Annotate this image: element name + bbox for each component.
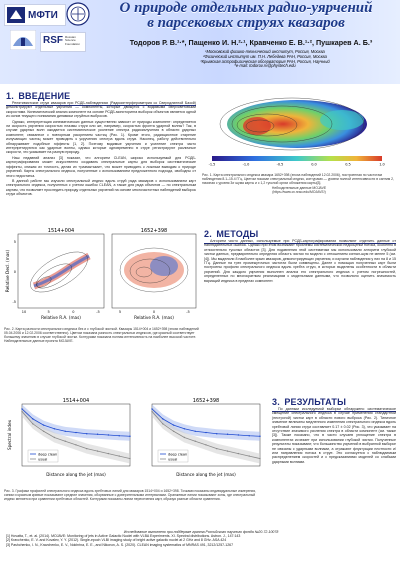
fig3-right-title: 1652+398	[192, 398, 220, 404]
usual-point	[43, 431, 44, 432]
usual-point	[195, 441, 196, 442]
section-methods-body	[204, 239, 396, 283]
figure-1-caption: Рис. 1. Карта спектрального индекса квазара 1652+398 (эпоха наблюдений 12.02.2006), построенная по частотам наблюдения 8.1–15.4 ГГц. Цветом показан спектральный индекс, контурами — уровни полной интенсивности в сантим 2, начиная с уровня 3σ шума карты и с 1,2 тусклой оргии обложения карты[3].	[202, 173, 395, 186]
title-line-2: в парсековых струях квазаров	[147, 15, 345, 31]
fig2-right-title: 1652+398	[140, 228, 168, 234]
fig2-xlabel-right: Relative R.A. (mas)	[134, 315, 174, 320]
affiliation-2: ²Физический институт им. П.Н. Лебедева РАН, Россия, Москва	[203, 53, 327, 59]
deep-clean-point	[43, 424, 44, 425]
spectral-index-profiles	[4, 394, 266, 484]
figure-2	[4, 226, 200, 344]
fig2-right-xtick: -5	[186, 310, 190, 314]
section-number: 2.	[204, 229, 212, 239]
deep-clean-point	[216, 433, 217, 434]
deep-clean-point	[205, 432, 206, 433]
fig2-ytick: 0	[13, 270, 16, 275]
data-source-link[interactable]: Небходительные данные MOJAVE (https://www.cv.nrao.edu/MOJAVE/)	[271, 186, 327, 195]
figure-2-caption: Рис. 2. Карта разности спектрального индекса без и с глубокой чисткой. Квазары 1514+004 и 1652+398 (эпохи наблюдений 05.04.2006 и 12.02.2006 соответственно). Цветом показана разность спектральных индексов, где красный соответствует большему значению в случае глубокой чистки. Контурами показана полная интенсивность на наиболее высокой частоте. Наблюдательные данные проекта MOJAVE.	[4, 327, 199, 344]
fig2-ytick: -5	[12, 300, 16, 305]
usual-point	[129, 458, 130, 459]
usual-point	[21, 411, 22, 412]
deep-clean-point	[54, 428, 55, 429]
deep-clean-point	[195, 431, 196, 432]
usual-point	[173, 431, 174, 432]
legend-deep-clean: deep clean	[38, 452, 58, 457]
colorbar-tick-label: 0.5	[345, 162, 351, 166]
usual-point	[238, 453, 239, 454]
poster-footer	[6, 530, 396, 547]
colorbar-tick-label: -1.0	[242, 162, 250, 166]
fig3-left-title: 1514+004	[62, 398, 90, 404]
usual-point	[97, 450, 98, 451]
section-title: РЕЗУЛЬТАТЫ	[284, 397, 347, 407]
usual-point	[75, 444, 76, 445]
usual-point	[108, 453, 109, 454]
fig3-xlabel-right: Distance along the jet (mas)	[176, 472, 236, 477]
fig2-xlabel-left: Relative R.A. (mas)	[41, 315, 81, 320]
spectral-index-map	[202, 86, 396, 166]
usual-point	[227, 450, 228, 451]
colorbar-tick-label: 0.0	[311, 162, 317, 166]
fig2-left-xtick: -5	[96, 310, 100, 314]
deep-clean-point	[21, 408, 22, 409]
usual-point	[184, 437, 185, 438]
observatory-logo	[10, 30, 36, 50]
rsf-logo	[40, 32, 86, 52]
fig3-ylabel: Spectral index	[7, 419, 12, 451]
usual-point	[119, 455, 120, 456]
deep-clean-point	[162, 418, 163, 419]
email: *e-mail: todorov.rv@phystech.edu	[234, 63, 296, 69]
usual-point	[216, 448, 217, 449]
difference-maps	[4, 226, 200, 322]
colorbar	[212, 156, 382, 161]
mipt-emblem-icon	[7, 7, 25, 23]
section-intro-body	[6, 101, 196, 197]
deep-clean-point	[108, 434, 109, 435]
usual-point	[259, 458, 260, 459]
figure-1	[202, 86, 396, 194]
mipt-logo-text: МФТИ	[28, 10, 58, 21]
legend-deep-clean: deep clean	[168, 452, 188, 457]
usual-point	[32, 423, 33, 424]
affiliation-1: ¹Московский физико-технический институт, Россия, Москва	[205, 49, 325, 54]
fig2-left-xtick: 0	[72, 310, 75, 314]
colorbar-tick-label: -0.5	[276, 162, 284, 166]
fig3-legend-right	[158, 450, 188, 462]
colorbar-tick-label: 1.0	[379, 162, 385, 166]
intro-paragraph-3: Наш недавний анализ [3] показал, что алгоритм CLEAN, широко используемый для РСДБ-картографирования может искусственно создавать спектральные карты для выборок систематические эффекты, снижая их точность, делая их «размытыми», что может приводить к ложным выводам о природе уярчений. Карты спектрального индекса, полученные с использованием предложенного подхода, свободны от этого недостатка.	[6, 155, 196, 178]
usual-point	[205, 444, 206, 445]
authors: Тодоров Р. В.¹·*, Пащенко И. Н.²·¹, Кравченко Е. В.¹·², Пушкарев А. Б.³	[129, 38, 373, 47]
fig2-ylabel: Relative Decl. (mas)	[5, 249, 10, 293]
funding-note: Исследование выполнено при поддержке гранта Российского научного фонда №20-72-10078	[123, 530, 279, 534]
figure-3-caption: Рис. 3. Графики профилей спектрального индекса вдоль хребтовых линий для квазаров 1514+004 и 1652+398. Точками показаны индивидуальные измерения, синим и красным кривые показывают средние значения, оборванные с доверительными интервалами. Оранжевые линии показывают зоны, где спектральный индекс меняется при сравнении хребтовых областей. Контурами показаны линии пересечения карт, образуя разные области сравнения.	[4, 489, 257, 502]
deep-clean-point	[259, 436, 260, 437]
fig2-right-xtick: 0	[152, 310, 156, 314]
methods-paragraph-1: Алгоритм чисто данных, используемые при РСДБ-картографировании позволяют отделить данные от наблюдательных ошибок. Однако при этом возникают проблемы систематической недооценки потока, особенно в относительно тусклых областях [3]. Для подавления этой систематики мы использовали алгоритм глубокой чистки данных, предварительно определяя область чистки по модели с отношением сигнал-шум не менее 5 (см. [4]). Мы выделили 8 наиболее ярких квазаров, демонстрирующих уярчения, и изучили наблюдения у них на 8 и 15 ГГц. Данные на трех промежуточных частотах были совмещены. Далее с помощью полученных карт были построены профили спектрального индекса вдоль хребта струи, в которых выделены особенности в области уярчений. Для каждого уярчения выполнен анализ его спектрального индекса с учетом погрешностей, определенных по многократным реализациям с модельными данными, что позволило оценить значимость вариаций индекса в пределах компонент.	[204, 239, 396, 283]
deep-clean-point	[173, 424, 174, 425]
title-line-1: О природе отдельных радио-уярчений	[119, 0, 373, 16]
reference-3: [3] Pashchenko, I. N., Kravchenko, E. V., Nokhrina, E. E., and Nikonov, A. S. (2020). CLEAN imaging systematics of MNRAS 491, 3212/1257-1267	[6, 542, 234, 547]
legend-usual: usual	[38, 457, 48, 462]
deep-clean-point	[184, 428, 185, 429]
usual-point	[54, 437, 55, 438]
deep-clean-point	[238, 434, 239, 435]
deep-clean-point	[151, 408, 152, 409]
deep-clean-point	[65, 431, 66, 432]
rsf-logo-text: RSF	[43, 35, 63, 46]
mipt-logo	[4, 4, 66, 26]
poster-header	[0, 0, 400, 84]
colorbar-tick-label: -1.5	[208, 162, 216, 166]
intro-paragraph-4: В данной работе мы изучили спектральный индекс вдоль струй ряда квазаров с использованием карт спектрального индекса, полученных с учетом ошибок CLEAN, а также для ряда объектов — по спектральным картам, что позволяет проследить природу отдельных уярчений на основе многочастотных наблюдений выборок струи объектов.	[6, 178, 196, 197]
usual-point	[151, 411, 152, 412]
fig3-legend-left	[28, 450, 58, 462]
lebedev-institute-logo	[66, 2, 90, 26]
section-number: 3.	[272, 397, 280, 407]
deep-clean-point	[75, 432, 76, 433]
results-paragraph-1: По данным исследуемой выборки обнаружено систематическое смещение спектрального индекса в случае применения стандартной (нестрогой) чистки карт в области нового выброса (Рис. 2). Типичное значение величины медленного изменения спектрального индекса вдоль хребтовой линии струи составляет 0.17 ± 0.02 (Рис. 3), что указывает на отсутствие значимого усиления спектра в области компонент (см. также [3]). Также показано, что в части случаев уплощение спектра в компонентах исчезает при использовании глубокой чистки. Полученные результаты показывают, что большинство уярчений в выбранной выборке не связаны с ударными волнами, а отражают флуктуации плотности и/или направления потока в струе. Это согласуется с наблюдаемым распределением скоростей и с предсказаниями моделей со слабыми ударными волнами.	[272, 407, 396, 464]
deep-clean-point	[86, 433, 87, 434]
deep-clean-point	[32, 418, 33, 419]
poster-title	[95, 1, 397, 31]
fig2-ytick: 5	[13, 240, 16, 245]
deep-clean-point	[129, 436, 130, 437]
affiliations	[150, 50, 380, 69]
fig2-left-xtick: 5	[47, 310, 50, 314]
reference-2: [2] Kravchenko, E. V. and Kovalev, Y. Y. (2012). Single-epoch VLBI imaging study of bright active galactic nuclei at 2 GHz and 8 GHz. ASA 424	[6, 538, 227, 543]
section-results-body	[272, 407, 396, 464]
reference-1: [1] Hovatta, T., et. al. (2014). MOJAVE: Monitoring of jets in Active Galactic Nuclei with VLBA Experiments. XI. Spectral distributions. Astron. J., 147:143	[6, 534, 241, 539]
deep-clean-point	[227, 434, 228, 435]
section-title: МЕТОДЫ	[216, 229, 259, 239]
deep-clean-point	[97, 434, 98, 435]
fig2-left-title: 1514+004	[47, 228, 75, 234]
intro-paragraph-2: Однако, интерпретация кинематических данных существенно зависит от природы компонент: определяется ли скорость уярчения скоростью плазмы струи или же, например, скоростью фронта ударной волны? Так, в случае ударных волн ожидается систематическое усиление спектра радиоизлучения в области ударных компонент, связанное с повторным ускорением частиц (Рис. 1). Кроме этого, радиационное старение излучающих частиц может приводить к укручению спектра вдоль струи. Наконец, работу действительно обнаруживает подобные эффекты [1, 2]. Поэтому видимые уярчения и усиление спектра часто интерпретируются как ударные волны, однако которые одновременно в струе регистрируют различные скорости, что указывает на разную природу.	[6, 119, 196, 155]
usual-point	[86, 448, 87, 449]
usual-point	[162, 423, 163, 424]
section-title: ВВЕДЕНИЕ	[18, 91, 71, 101]
intro-paragraph-1: Релятивистские струи квазаров при РСДБ-наблюдениях (Радиоинтерферометрия со Сверхдлинной Базой) демонстрируют отдельные уярчения — компоненты, которые движутся с видимыми сверхсветовыми скоростями. Кинематический анализ компонент на основе РСДБ-мониторинга выборок объектов является одной из основ текущего понимания динамики струйных выбросов.	[6, 101, 196, 119]
usual-point	[65, 441, 66, 442]
fig2-right-xtick: 5	[118, 310, 122, 314]
fig2-left-xtick: 10	[21, 310, 27, 314]
deep-clean-point	[119, 435, 120, 436]
section-number: 1.	[6, 91, 14, 101]
affiliation-3: ³Крымская астрофизическая обсерватория РАН, Россия, Научный	[200, 58, 330, 64]
usual-point	[249, 455, 250, 456]
rsf-logo-subtitle: Russian Science Foundation	[65, 35, 81, 46]
figure-3	[4, 394, 266, 506]
legend-usual: usual	[168, 457, 178, 462]
deep-clean-point	[249, 435, 250, 436]
fig3-xlabel-left: Distance along the jet (mas)	[46, 472, 106, 477]
